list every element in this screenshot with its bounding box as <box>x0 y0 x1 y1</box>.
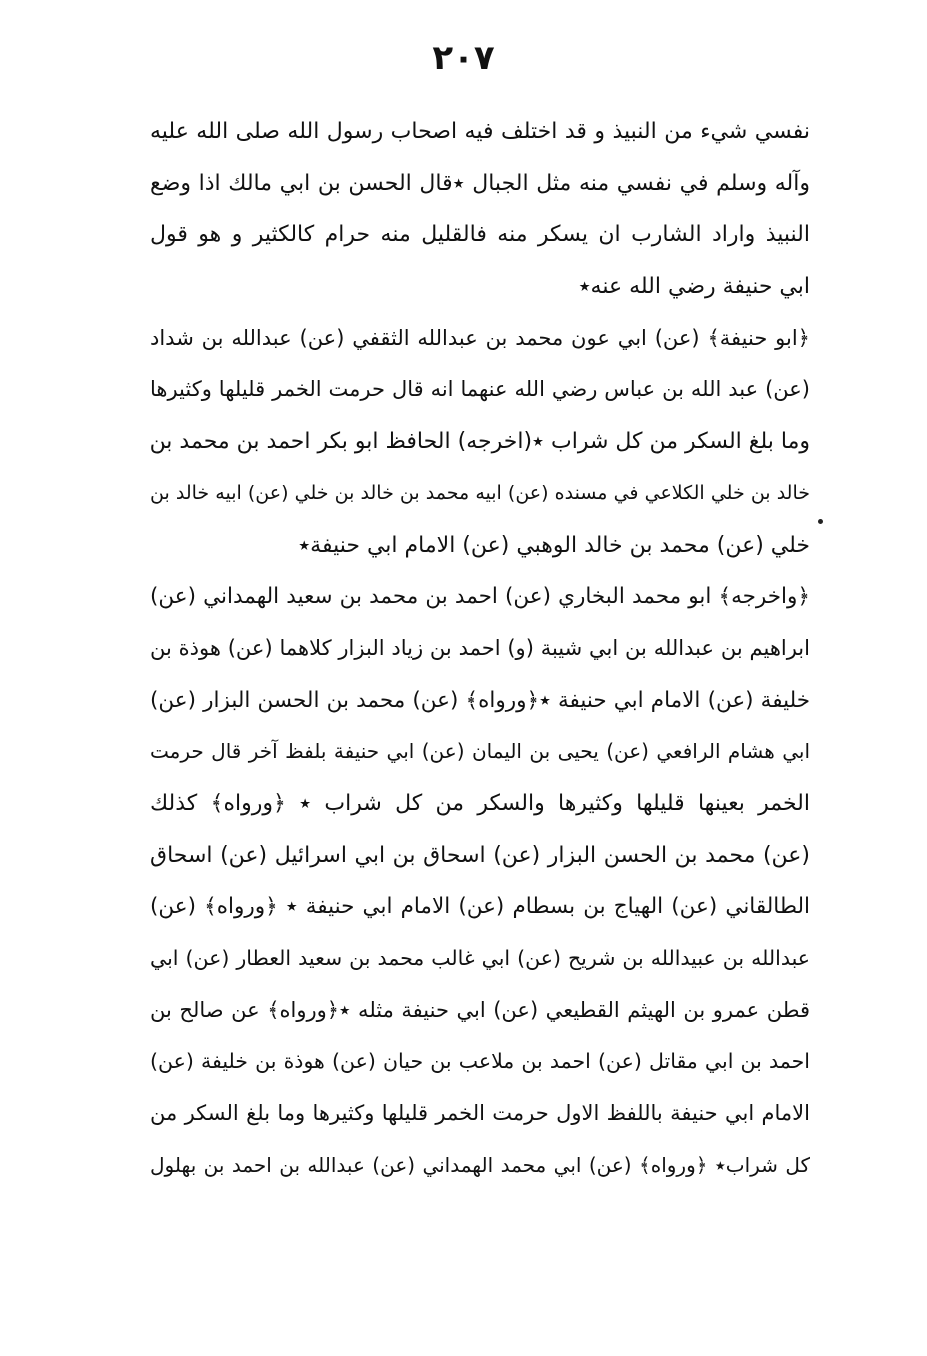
text-line: خالد بن خلي الكلاعي في مسنده (عن) ابيه محمد بن خالد بن خلي (عن) ابيه خالد بن <box>150 481 810 504</box>
text-line: ابي هشام الرافعي (عن) يحيى بن اليمان (عن) ابي حنيفة بلفظ آخر قال حرمت <box>150 739 810 764</box>
text-line: ابي حنيفة رضي الله عنه٭ <box>578 274 810 300</box>
text-line: خليفة (عن) الامام ابي حنيفة ٭﴿ورواه﴾ (عن) محمد بن الحسن البزار (عن) <box>150 687 810 713</box>
text-line: الامام ابي حنيفة باللفظ الاول حرمت الخمر قليلها وكثيرها وما بلغ السكر من <box>150 1101 810 1126</box>
text-line: نفسي شيء من النبيذ و قد اختلف فيه اصحاب رسول الله صلى الله عليه <box>150 119 810 144</box>
text-line: عبدالله بن عبيدالله بن شريح (عن) ابي غالب محمد بن سعيد العطار (عن) ابي <box>150 946 810 970</box>
text-line: الطالقاني (عن) الهياج بن بسطام (عن) الامام ابي حنيفة ٭ ﴿ورواه﴾ (عن) <box>150 894 810 920</box>
text-line: ﴿ابو حنيفة﴾ (عن) ابي عون محمد بن عبدالله الثقفي (عن) عبدالله بن شداد <box>150 325 810 350</box>
page-number: ٢٠٧ <box>432 38 495 78</box>
text-line: ﴿واخرجه﴾ ابو محمد البخاري (عن) احمد بن محمد بن سعيد الهمداني (عن) <box>150 584 810 610</box>
arabic-text-body <box>150 106 810 1191</box>
margin-dot <box>818 519 823 524</box>
text-line: كل شراب٭ ﴿ورواه﴾ (عن) ابي محمد الهمداني (عن) عبدالله بن احمد بن بهلول <box>150 1152 810 1177</box>
text-line: (عن) محمد بن الحسن البزار (عن) اسحاق بن ابي اسرائيل (عن) اسحاق <box>150 842 810 868</box>
text-line: قطن عمرو بن الهيثم القطيعي (عن) ابي حنيفة مثله ٭﴿ورواه﴾ عن صالح بن <box>150 997 810 1022</box>
text-line: وما بلغ السكر من كل شراب ٭(اخرجه) الحافظ ابو بكر احمد بن محمد بن <box>150 429 810 455</box>
text-line: النبيذ واراد الشارب ان يسكر منه فالقليل منه حرام كالكثير و هو قول <box>150 222 810 248</box>
text-line: (عن) عبد الله بن عباس رضي الله عنهما انه قال حرمت الخمر قليلها وكثيرها <box>150 377 810 402</box>
text-line: ابراهيم بن عبدالله بن ابي شيبة (و) احمد بن زياد البزار كلاهما (عن) هوذة بن <box>150 635 810 660</box>
text-line: خلي (عن) محمد بن خالد الوهبي (عن) الامام ابي حنيفة٭ <box>298 532 810 558</box>
text-line: وآله وسلم في نفسي منه مثل الجبال ٭قال الحسن بن ابي مالك اذا وضع <box>150 170 810 196</box>
text-line: احمد بن ابي مقاتل (عن) احمد بن ملاعب بن حيان (عن) هوذة بن خليفة (عن) <box>150 1049 810 1074</box>
text-line: الخمر بعينها قليلها وكثيرها والسكر من كل شراب ٭ ﴿ورواه﴾ كذلك <box>150 790 810 816</box>
